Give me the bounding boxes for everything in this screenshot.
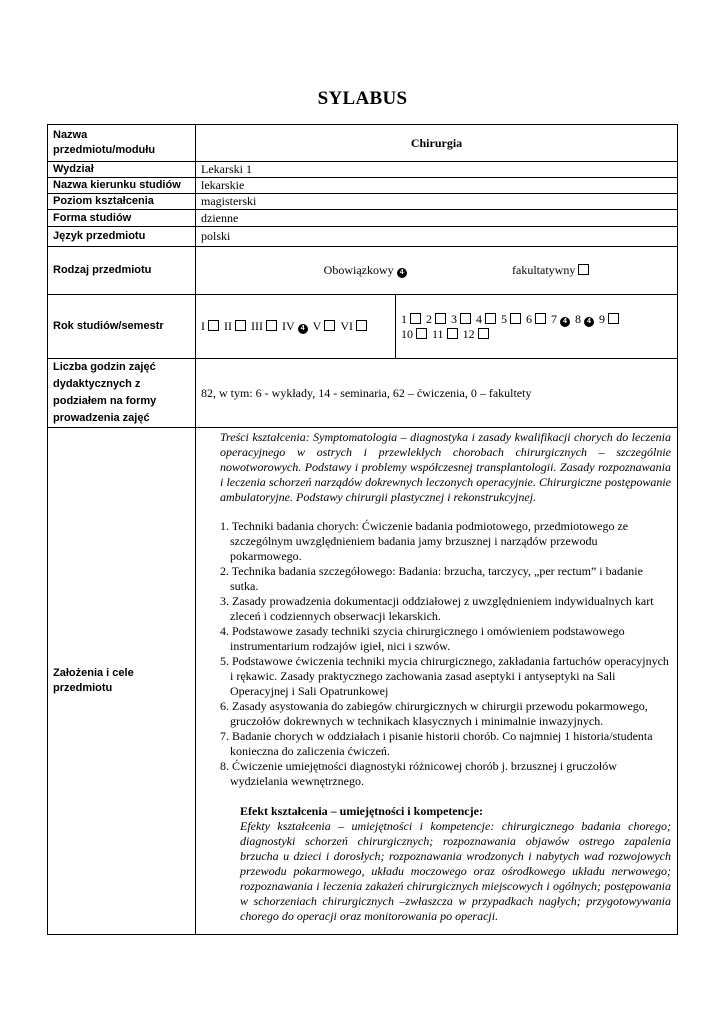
label-forma: Forma studiów <box>48 210 196 227</box>
checkbox-empty-icon <box>460 313 471 324</box>
year-option <box>340 319 367 333</box>
document-title: SYLABUS <box>317 88 408 109</box>
year-option <box>224 319 246 333</box>
semester-option-label: 1 <box>401 311 407 326</box>
semester-option-label: 7 <box>551 311 557 326</box>
row-nazwa <box>48 125 678 162</box>
semester-option <box>599 312 619 326</box>
topic-item: 5. Podstawowe ćwiczenia techniki mycia chirurgicznego, zakładania fartuchów operacyjnych i rękawic. Zasady praktycznego zachowania zasad aseptyki i antyseptyki na Sali Operacyjnej i Sali Opatrunkowej <box>220 654 669 698</box>
checkbox-empty-icon <box>416 328 427 339</box>
row-rodzaj <box>48 247 678 295</box>
semester-line-1 <box>401 312 672 327</box>
checked-bullet-icon: 4 <box>560 317 570 327</box>
semester-option-label: 6 <box>526 311 532 326</box>
semester-option <box>426 312 446 326</box>
year-option-label: I <box>201 319 205 333</box>
year-option <box>313 319 336 333</box>
semester-options <box>396 295 678 359</box>
semester-option-label: 11 <box>432 326 444 341</box>
semester-option <box>463 327 489 341</box>
semester-option <box>401 327 427 341</box>
syllabus-table <box>47 124 678 935</box>
topic-item: 7. Badanie chorych w oddziałach i pisanie historii chorób. Co najmniej 1 historia/studenta konieczna do zaliczenia ćwiczeń. <box>220 729 653 758</box>
row-wydzial <box>48 162 678 178</box>
value-nazwa: Chirurgia <box>196 125 678 162</box>
semester-option <box>501 312 521 326</box>
label-rodzaj: Rodzaj przedmiotu <box>48 247 196 295</box>
value-godziny: 82, w tym: 6 - wykłady, 14 - seminaria, 62 – ćwiczenia, 0 – fakultety <box>196 359 678 428</box>
checkbox-empty-icon <box>485 313 496 324</box>
checked-bullet-icon: 4 <box>397 268 407 278</box>
checkbox-empty-icon <box>478 328 489 339</box>
value-zalozenia <box>196 428 678 935</box>
checkbox-empty-icon <box>208 320 219 331</box>
efekt-heading: Efekt kształcenia – umiejętności i kompetencje: <box>240 804 483 818</box>
row-godziny <box>48 359 678 428</box>
label-rok: Rok studiów/semestr <box>48 295 196 359</box>
topic-item: 8. Ćwiczenie umiejętności diagnostyki różnicowej chorób j. brzusznej i gruczołów wydzielania wewnętrznego. <box>220 759 617 788</box>
value-poziom: magisterski <box>196 194 678 210</box>
checkbox-empty-icon <box>235 320 246 331</box>
semester-option-label: 4 <box>476 311 482 326</box>
checkbox-empty-icon <box>608 313 619 324</box>
option-obowiazkowy <box>324 263 407 278</box>
semester-line-2 <box>401 327 672 342</box>
semester-option-label: 12 <box>462 326 475 341</box>
semester-option-label: 9 <box>599 311 605 326</box>
value-rodzaj <box>196 247 678 295</box>
checkbox-empty-icon <box>578 264 589 275</box>
checkbox-empty-icon <box>356 320 367 331</box>
semester-option <box>526 312 546 326</box>
year-option-label: VI <box>340 319 354 333</box>
checked-bullet-icon: 4 <box>584 317 594 327</box>
row-zalozenia <box>48 428 678 935</box>
label-poziom: Poziom kształcenia <box>48 194 196 210</box>
topic-item: 4. Podstawowe zasady techniki szycia chirurgicznego i omówieniem podstawowego instrumentarium rodzajów igieł, nici i szwów. <box>220 624 625 653</box>
year-option <box>282 319 308 333</box>
topic-item: 2. Technika badania szczegółowego: Badania: brzucha, tarczycy, „per rectum” i badanie sutka. <box>220 564 643 593</box>
option-fakultatywny <box>512 263 589 278</box>
option-fakultatywny-label: fakultatywny <box>512 263 576 277</box>
row-poziom <box>48 194 678 210</box>
topic-item: 1. Techniki badania chorych: Ćwiczenie badania podmiotowego, przedmiotowego ze szczególnym uwzględnieniem badania jamy brzusznej i narządów przewodu pokarmowego. <box>220 519 629 563</box>
row-forma <box>48 210 678 227</box>
label-godziny: Liczba godzin zajęć dydaktycznych z podziałem na formy prowadzenia zajęć <box>48 359 196 428</box>
topics-list <box>220 519 671 789</box>
semester-option <box>451 312 471 326</box>
semester-option <box>432 327 458 341</box>
year-option <box>251 319 277 333</box>
value-kierunek: lekarskie <box>196 178 678 194</box>
year-option-label: V <box>312 319 322 333</box>
year-option-label: II <box>224 319 232 333</box>
label-zalozenia: Założenia i cele przedmiotu <box>48 428 196 935</box>
topic-item: 6. Zasady asystowania do zabiegów chirurgicznych w chirurgii przewodu pokarmowego, gruczołów dokrewnych w technikach klasycznych i minimalnie inwazyjnych. <box>220 699 648 728</box>
semester-option-label: 3 <box>451 311 457 326</box>
semester-option-label: 2 <box>426 311 432 326</box>
semester-option-label: 5 <box>501 311 507 326</box>
checkbox-empty-icon <box>266 320 277 331</box>
label-jezyk: Język przedmiotu <box>48 227 196 247</box>
label-wydzial: Wydział <box>48 162 196 178</box>
year-option-label: III <box>251 319 263 333</box>
semester-option <box>575 312 594 326</box>
semester-option <box>476 312 496 326</box>
option-obowiazkowy-label: Obowiązkowy <box>323 263 394 277</box>
semester-option-label: 8 <box>575 311 581 326</box>
semester-option-label: 10 <box>401 326 413 341</box>
label-nazwa: Nazwa przedmiotu/modułu <box>48 125 196 162</box>
checked-bullet-icon: 4 <box>298 324 308 334</box>
value-wydzial: Lekarski 1 <box>196 162 678 178</box>
year-options <box>196 295 396 359</box>
checkbox-empty-icon <box>510 313 521 324</box>
checkbox-empty-icon <box>535 313 546 324</box>
checkbox-empty-icon <box>410 313 421 324</box>
year-option <box>201 319 219 333</box>
tresci-paragraph: Treści kształcenia: Symptomatologia – diagnostyka i zasady kwalifikacji chorych do leczenia operacyjnego w ostrych i przewlekłych chorobach chirurgicznych – szczególnie nowotworowych. Podstawy i problemy współczesnej transplantologii. Zasady rozpoznawania i leczenia schorzeń narządów dokrewnych leczonych operacyjnie. Chirurgiczne postępowanie ambulatoryjne. Podstawy chirurgii plastycznej i rekonstrukcyjnej. <box>220 430 671 504</box>
checkbox-empty-icon <box>435 313 446 324</box>
efekt-paragraph: Efekty kształcenia – umiejętności i kompetencje: chirurgicznego badania chorego; diagnostyki schorzeń chirurgicznych; rozpoznawania objawów ostrego zapalenia brzucha u dzieci i dorosłych; rozpoznawania wrodzonych i nabytych wad rozwojowych przewodu pokarmowego, układu moczowego oraz ośrodkowego układu nerwowego; rozpoznawania i leczenia zakażeń chirurgicznych miejscowych i ogólnych; postępowania w schorzeniach chirurgicznych –zwłaszcza w przypadkach nagłych; przygotowywania chorego do operacji oraz monitorowania po operacji. <box>240 819 671 923</box>
year-option-label: IV <box>282 319 295 333</box>
value-forma: dzienne <box>196 210 678 227</box>
topic-item: 3. Zasady prowadzenia dokumentacji oddziałowej z uwzględnieniem indywidualnych kart zleceń i codziennych obserwacji lekarskich. <box>220 594 654 623</box>
row-jezyk <box>48 227 678 247</box>
row-kierunek <box>48 178 678 194</box>
checkbox-empty-icon <box>447 328 458 339</box>
row-rok <box>48 295 678 359</box>
label-kierunek: Nazwa kierunku studiów <box>48 178 196 194</box>
value-jezyk: polski <box>196 227 678 247</box>
semester-option <box>401 312 421 326</box>
checkbox-empty-icon <box>324 320 335 331</box>
semester-option <box>551 312 570 326</box>
